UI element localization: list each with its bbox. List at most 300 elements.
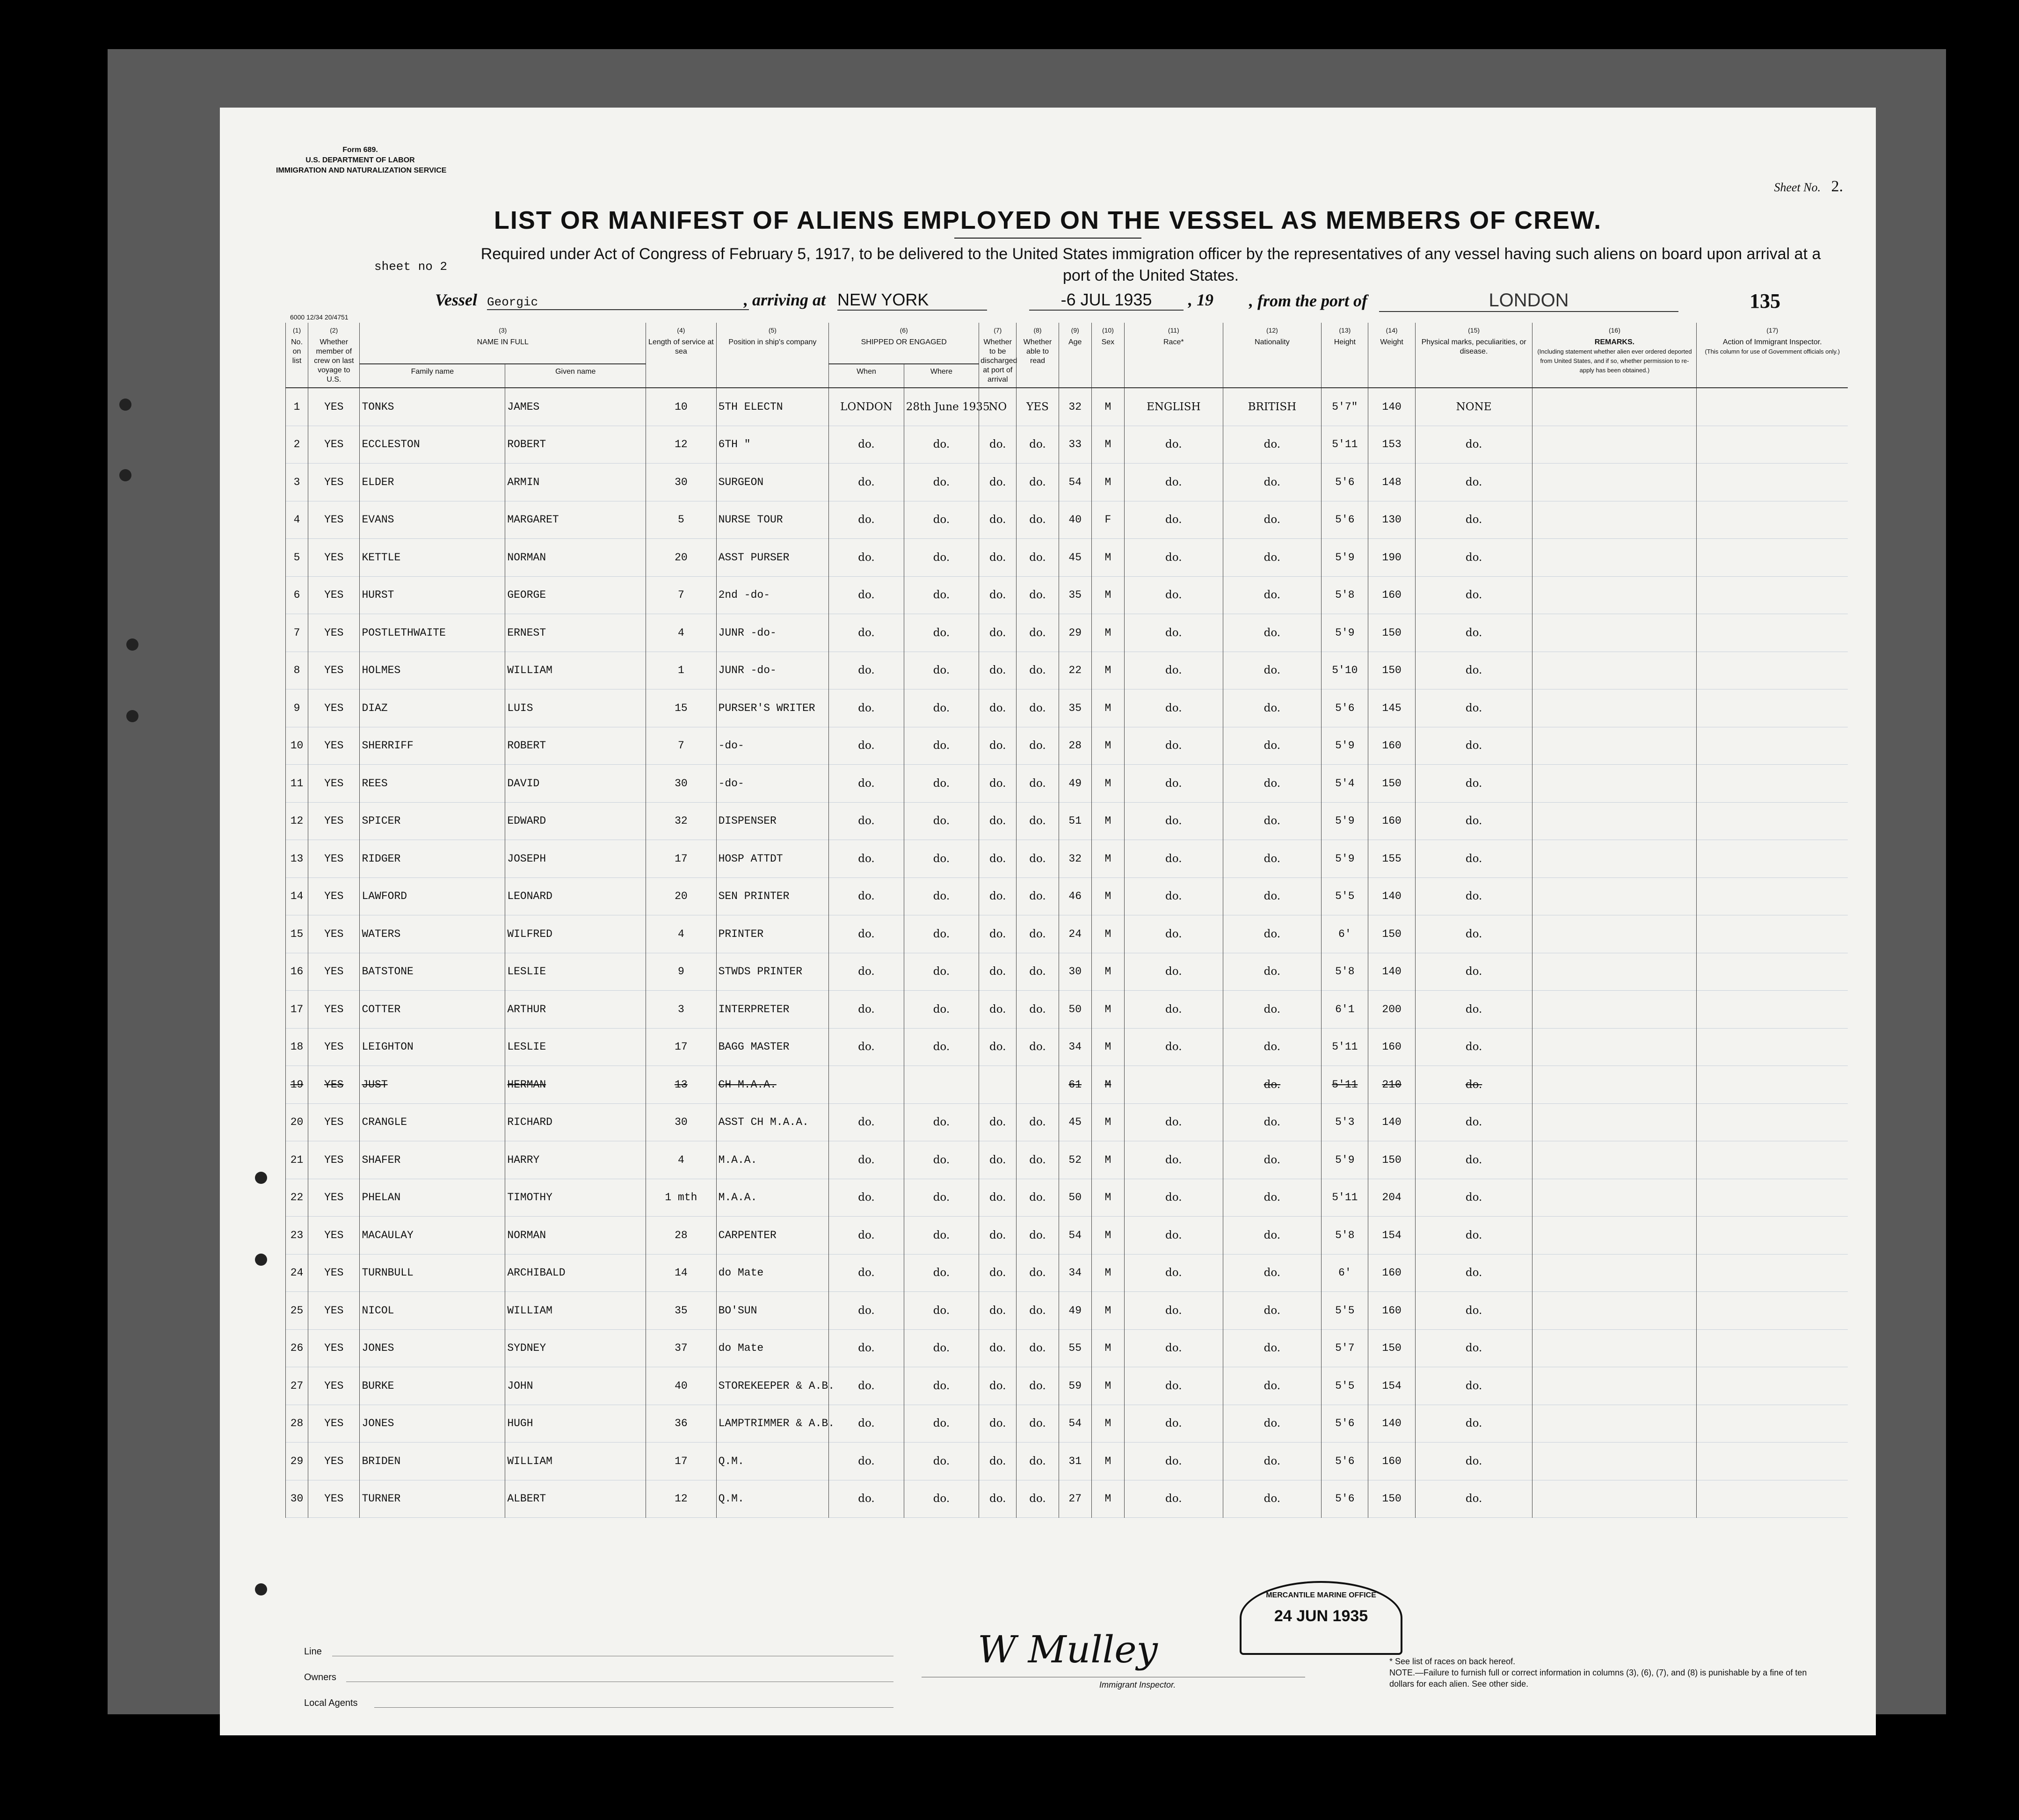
- cell-service: 36: [646, 1405, 716, 1443]
- cell-discharged: do.: [979, 727, 1017, 765]
- cell-no: 9: [286, 689, 308, 727]
- cell-read: do.: [1017, 915, 1059, 953]
- cell-no: 15: [286, 915, 308, 953]
- cell-shipped-where: do.: [904, 614, 979, 652]
- cell-marks: do.: [1415, 1028, 1532, 1066]
- cell-last-voyage: YES: [308, 539, 360, 577]
- cell-family: EVANS: [360, 501, 505, 539]
- cell-service: 28: [646, 1217, 716, 1254]
- cell-shipped-where: do.: [904, 877, 979, 915]
- cell-marks: do.: [1415, 840, 1532, 878]
- cell-shipped-where: do.: [904, 1405, 979, 1443]
- cell-no: 27: [286, 1367, 308, 1405]
- cell-no: 4: [286, 501, 308, 539]
- cell-given: ROBERT: [505, 727, 646, 765]
- cell-race: do.: [1125, 614, 1223, 652]
- binding-hole: [255, 1583, 267, 1595]
- cell-remarks: [1532, 1254, 1697, 1292]
- cell-discharged: do.: [979, 652, 1017, 689]
- cell-age: 54: [1059, 464, 1091, 501]
- cell-weight: 140: [1368, 1405, 1415, 1443]
- cell-age: 29: [1059, 614, 1091, 652]
- cell-family: REES: [360, 765, 505, 803]
- cell-family: PHELAN: [360, 1179, 505, 1217]
- cell-sex: M: [1091, 991, 1124, 1029]
- cell-no: 22: [286, 1179, 308, 1217]
- cell-shipped-where: do.: [904, 1141, 979, 1179]
- cell-read: do.: [1017, 614, 1059, 652]
- cell-marks: do.: [1415, 991, 1532, 1029]
- cell-service: 12: [646, 426, 716, 464]
- cell-inspector-action: [1697, 539, 1848, 577]
- cell-sex: M: [1091, 1217, 1124, 1254]
- table-row: [286, 1179, 1848, 1217]
- cell-given: JOHN: [505, 1367, 646, 1405]
- cell-inspector-action: [1697, 1179, 1848, 1217]
- stamp-office: MERCANTILE MARINE OFFICE: [1266, 1591, 1376, 1599]
- cell-weight: 150: [1368, 1141, 1415, 1179]
- cell-no: 8: [286, 652, 308, 689]
- cell-family: SHAFER: [360, 1141, 505, 1179]
- cell-no: 7: [286, 614, 308, 652]
- cell-marks: do.: [1415, 426, 1532, 464]
- cell-sex: M: [1091, 802, 1124, 840]
- cell-nationality: do.: [1223, 614, 1322, 652]
- cell-shipped-where: do.: [904, 652, 979, 689]
- cell-marks: do.: [1415, 501, 1532, 539]
- cell-inspector-action: [1697, 464, 1848, 501]
- cell-nationality: do.: [1223, 765, 1322, 803]
- table-row: [286, 765, 1848, 803]
- cell-last-voyage: YES: [308, 1405, 360, 1443]
- col-header-17: (17) Action of Immigrant Inspector. (This column for use of Government officials only.): [1697, 323, 1848, 388]
- table-row: [286, 1028, 1848, 1066]
- cell-shipped-where: do.: [904, 1179, 979, 1217]
- cell-read: do.: [1017, 1028, 1059, 1066]
- cell-nationality: do.: [1223, 1028, 1322, 1066]
- cell-family: CRANGLE: [360, 1103, 505, 1141]
- cell-discharged: do.: [979, 576, 1017, 614]
- cell-height: 5'11: [1322, 426, 1368, 464]
- col-subheader-when: When: [829, 364, 904, 388]
- cell-weight: 150: [1368, 915, 1415, 953]
- col-header-14: (14) Weight: [1368, 323, 1415, 388]
- cell-given: LUIS: [505, 689, 646, 727]
- form-number: Form 689.: [342, 146, 378, 154]
- cell-last-voyage: YES: [308, 991, 360, 1029]
- cell-age: 61: [1059, 1066, 1091, 1104]
- cell-age: 59: [1059, 1367, 1091, 1405]
- cell-discharged: [979, 1066, 1017, 1104]
- cell-read: [1017, 1066, 1059, 1104]
- cell-discharged: do.: [979, 1480, 1017, 1518]
- cell-no: 21: [286, 1141, 308, 1179]
- cell-height: 5'6: [1322, 501, 1368, 539]
- cell-read: do.: [1017, 652, 1059, 689]
- cell-last-voyage: YES: [308, 576, 360, 614]
- table-row: [286, 802, 1848, 840]
- cell-height: 5'5: [1322, 1292, 1368, 1330]
- cell-last-voyage: YES: [308, 1103, 360, 1141]
- cell-no: 29: [286, 1443, 308, 1480]
- cell-position: BO'SUN: [716, 1292, 829, 1330]
- cell-discharged: do.: [979, 1443, 1017, 1480]
- cell-marks: NONE: [1415, 388, 1532, 426]
- table-row: [286, 1480, 1848, 1518]
- cell-inspector-action: [1697, 689, 1848, 727]
- table-row: [286, 727, 1848, 765]
- cell-shipped-where: do.: [904, 840, 979, 878]
- cell-nationality: do.: [1223, 953, 1322, 991]
- cell-discharged: do.: [979, 1103, 1017, 1141]
- cell-position: do Mate: [716, 1329, 829, 1367]
- cell-nationality: do.: [1223, 991, 1322, 1029]
- table-row: [286, 576, 1848, 614]
- cell-height: 5'11: [1322, 1179, 1368, 1217]
- cell-shipped-when: do.: [829, 727, 904, 765]
- cell-service: 15: [646, 689, 716, 727]
- cell-service: 9: [646, 953, 716, 991]
- cell-discharged: NO: [979, 388, 1017, 426]
- cell-service: 17: [646, 1028, 716, 1066]
- cell-marks: do.: [1415, 1367, 1532, 1405]
- cell-remarks: [1532, 1066, 1697, 1104]
- cell-inspector-action: [1697, 576, 1848, 614]
- cell-read: YES: [1017, 388, 1059, 426]
- cell-position: PRINTER: [716, 915, 829, 953]
- cell-family: RIDGER: [360, 840, 505, 878]
- cell-shipped-where: do.: [904, 1028, 979, 1066]
- cell-shipped-where: do.: [904, 727, 979, 765]
- cell-read: do.: [1017, 802, 1059, 840]
- cell-last-voyage: YES: [308, 1292, 360, 1330]
- cell-sex: M: [1091, 576, 1124, 614]
- cell-height: 5'8: [1322, 1217, 1368, 1254]
- cell-position: SURGEON: [716, 464, 829, 501]
- cell-age: 31: [1059, 1443, 1091, 1480]
- cell-no: 1: [286, 388, 308, 426]
- cell-inspector-action: [1697, 727, 1848, 765]
- cell-service: 3: [646, 991, 716, 1029]
- cell-family: HURST: [360, 576, 505, 614]
- cell-race: [1125, 1066, 1223, 1104]
- cell-shipped-when: do.: [829, 1179, 904, 1217]
- cell-nationality: do.: [1223, 915, 1322, 953]
- cell-shipped-where: do.: [904, 464, 979, 501]
- cell-last-voyage: YES: [308, 464, 360, 501]
- cell-shipped-when: do.: [829, 652, 904, 689]
- cell-age: 27: [1059, 1480, 1091, 1518]
- cell-remarks: [1532, 953, 1697, 991]
- cell-service: 1: [646, 652, 716, 689]
- from-port: LONDON: [1379, 290, 1678, 312]
- cell-height: 5'6: [1322, 1480, 1368, 1518]
- cell-shipped-when: do.: [829, 576, 904, 614]
- cell-nationality: do.: [1223, 1179, 1322, 1217]
- cell-discharged: do.: [979, 1217, 1017, 1254]
- cell-weight: 160: [1368, 1028, 1415, 1066]
- col-header-9: (9) Age: [1059, 323, 1091, 388]
- cell-shipped-where: 28th June 1935: [904, 388, 979, 426]
- manifest-sheet: [220, 108, 1876, 1735]
- col-header-2: (2) Whether member of crew on last voyage to U.S.: [308, 323, 360, 388]
- cell-given: ALBERT: [505, 1480, 646, 1518]
- cell-read: do.: [1017, 1480, 1059, 1518]
- table-row: [286, 1292, 1848, 1330]
- cell-inspector-action: [1697, 1329, 1848, 1367]
- cell-last-voyage: YES: [308, 915, 360, 953]
- cell-inspector-action: [1697, 1141, 1848, 1179]
- cell-shipped-where: do.: [904, 1292, 979, 1330]
- cell-weight: 153: [1368, 426, 1415, 464]
- cell-weight: 140: [1368, 388, 1415, 426]
- cell-height: 5'5: [1322, 877, 1368, 915]
- cell-race: do.: [1125, 501, 1223, 539]
- cell-read: do.: [1017, 727, 1059, 765]
- cell-position: STWDS PRINTER: [716, 953, 829, 991]
- cell-sex: M: [1091, 765, 1124, 803]
- cell-weight: 150: [1368, 1480, 1415, 1518]
- cell-discharged: do.: [979, 1028, 1017, 1066]
- cell-service: 35: [646, 1292, 716, 1330]
- cell-weight: 160: [1368, 727, 1415, 765]
- cell-inspector-action: [1697, 652, 1848, 689]
- cell-family: ECCLESTON: [360, 426, 505, 464]
- cell-marks: do.: [1415, 1480, 1532, 1518]
- cell-age: 32: [1059, 388, 1091, 426]
- cell-age: 24: [1059, 915, 1091, 953]
- col-header-5: (5) Position in ship's company: [716, 323, 829, 388]
- cell-position: SEN PRINTER: [716, 877, 829, 915]
- arriving-line: [744, 290, 987, 311]
- cell-given: NORMAN: [505, 539, 646, 577]
- cell-discharged: do.: [979, 915, 1017, 953]
- cell-shipped-when: do.: [829, 765, 904, 803]
- cell-read: do.: [1017, 1367, 1059, 1405]
- cell-height: 5'4: [1322, 765, 1368, 803]
- cell-last-voyage: YES: [308, 1254, 360, 1292]
- cell-height: 5'10: [1322, 652, 1368, 689]
- cell-sex: M: [1091, 464, 1124, 501]
- cell-inspector-action: [1697, 426, 1848, 464]
- table-row: [286, 877, 1848, 915]
- stamp-date: 24 JUN 1935: [1274, 1607, 1368, 1625]
- cell-marks: do.: [1415, 1103, 1532, 1141]
- cell-shipped-when: do.: [829, 689, 904, 727]
- cell-read: do.: [1017, 1141, 1059, 1179]
- table-row: [286, 652, 1848, 689]
- cell-sex: M: [1091, 1443, 1124, 1480]
- cell-shipped-when: do.: [829, 614, 904, 652]
- cell-nationality: do.: [1223, 1066, 1322, 1104]
- cell-height: 5'9: [1322, 727, 1368, 765]
- cell-last-voyage: YES: [308, 765, 360, 803]
- cell-no: 6: [286, 576, 308, 614]
- col-header-6: (6) SHIPPED OR ENGAGED: [829, 323, 979, 364]
- cell-height: 5'11: [1322, 1028, 1368, 1066]
- cell-discharged: do.: [979, 877, 1017, 915]
- cell-weight: 150: [1368, 1329, 1415, 1367]
- mercantile-marine-stamp: [1240, 1581, 1402, 1655]
- cell-height: 6': [1322, 1254, 1368, 1292]
- cell-nationality: do.: [1223, 1141, 1322, 1179]
- cell-shipped-when: do.: [829, 840, 904, 878]
- table-row: [286, 1217, 1848, 1254]
- cell-weight: 154: [1368, 1367, 1415, 1405]
- cell-age: 32: [1059, 840, 1091, 878]
- cell-remarks: [1532, 576, 1697, 614]
- cell-sex: M: [1091, 426, 1124, 464]
- cell-discharged: do.: [979, 1141, 1017, 1179]
- cell-inspector-action: [1697, 877, 1848, 915]
- cell-family: MACAULAY: [360, 1217, 505, 1254]
- cell-sex: M: [1091, 953, 1124, 991]
- cell-last-voyage: YES: [308, 388, 360, 426]
- cell-marks: do.: [1415, 802, 1532, 840]
- col-header-8: (8) Whether able to read: [1017, 323, 1059, 388]
- cell-remarks: [1532, 1480, 1697, 1518]
- cell-marks: do.: [1415, 1292, 1532, 1330]
- cell-sex: M: [1091, 1405, 1124, 1443]
- cell-remarks: [1532, 539, 1697, 577]
- crew-manifest-table: [285, 323, 1848, 1518]
- cell-age: 54: [1059, 1405, 1091, 1443]
- from-line: [1249, 290, 1678, 312]
- cell-nationality: do.: [1223, 1405, 1322, 1443]
- cell-given: JOSEPH: [505, 840, 646, 878]
- cell-race: do.: [1125, 1329, 1223, 1367]
- owners-label: Owners: [304, 1672, 336, 1682]
- cell-discharged: do.: [979, 1329, 1017, 1367]
- cell-no: 20: [286, 1103, 308, 1141]
- cell-shipped-when: do.: [829, 1103, 904, 1141]
- cell-service: 4: [646, 915, 716, 953]
- cell-given: DAVID: [505, 765, 646, 803]
- cell-position: HOSP ATTDT: [716, 840, 829, 878]
- vessel-label: Vessel: [435, 290, 477, 309]
- cell-inspector-action: [1697, 388, 1848, 426]
- cell-weight: 204: [1368, 1179, 1415, 1217]
- cell-family: WATERS: [360, 915, 505, 953]
- col-header-1: (1) No. on list: [286, 323, 308, 388]
- col-subheader-given: Given name: [505, 364, 646, 388]
- col-subheader-family: Family name: [360, 364, 505, 388]
- cell-marks: do.: [1415, 614, 1532, 652]
- cell-marks: do.: [1415, 1329, 1532, 1367]
- cell-given: WILLIAM: [505, 652, 646, 689]
- cell-marks: do.: [1415, 765, 1532, 803]
- cell-no: 5: [286, 539, 308, 577]
- cell-remarks: [1532, 689, 1697, 727]
- cell-last-voyage: YES: [308, 689, 360, 727]
- cell-age: 46: [1059, 877, 1091, 915]
- cell-shipped-where: do.: [904, 689, 979, 727]
- cell-discharged: do.: [979, 991, 1017, 1029]
- cell-service: 20: [646, 539, 716, 577]
- table-row: [286, 840, 1848, 878]
- cell-age: 51: [1059, 802, 1091, 840]
- cell-no: 25: [286, 1292, 308, 1330]
- cell-discharged: do.: [979, 1179, 1017, 1217]
- cell-shipped-when: do.: [829, 539, 904, 577]
- cell-last-voyage: YES: [308, 1141, 360, 1179]
- cell-given: WILLIAM: [505, 1292, 646, 1330]
- cell-inspector-action: [1697, 1066, 1848, 1104]
- races-note: * See list of races on back hereof.: [1389, 1657, 1516, 1666]
- cell-age: 45: [1059, 539, 1091, 577]
- cell-inspector-action: [1697, 614, 1848, 652]
- cell-no: 3: [286, 464, 308, 501]
- cell-discharged: do.: [979, 840, 1017, 878]
- cell-given: GEORGE: [505, 576, 646, 614]
- cell-last-voyage: YES: [308, 1329, 360, 1367]
- cell-sex: M: [1091, 614, 1124, 652]
- cell-given: JAMES: [505, 388, 646, 426]
- penalty-note: NOTE.—Failure to furnish full or correct information in columns (3), (6), (7), and (8) is punishable by a fine of ten dollars for each alien. See other side.: [1389, 1668, 1807, 1689]
- cell-position: BAGG MASTER: [716, 1028, 829, 1066]
- binding-hole: [255, 1254, 267, 1266]
- col-header-16: (16) REMARKS. (Including statement whether alien ever ordered deported from United States, and if so, whether permission to re-apply has been obtained.): [1532, 323, 1697, 388]
- cell-no: 2: [286, 426, 308, 464]
- table-row: [286, 1103, 1848, 1141]
- page-subtitle: Required under Act of Congress of February 5, 1917, to be delivered to the United States immigration officer by the representatives of any vessel having such aliens on board upon arrival at a port of the United States.: [480, 245, 1821, 284]
- cell-read: do.: [1017, 1405, 1059, 1443]
- cell-service: 40: [646, 1367, 716, 1405]
- sheet-number-value: 2.: [1831, 178, 1843, 195]
- cell-sex: M: [1091, 727, 1124, 765]
- cell-shipped-where: do.: [904, 539, 979, 577]
- cell-age: 40: [1059, 501, 1091, 539]
- cell-family: BRIDEN: [360, 1443, 505, 1480]
- cell-family: TURNBULL: [360, 1254, 505, 1292]
- cell-inspector-action: [1697, 765, 1848, 803]
- cell-nationality: do.: [1223, 652, 1322, 689]
- cell-position: NURSE TOUR: [716, 501, 829, 539]
- cell-family: TONKS: [360, 388, 505, 426]
- cell-family: KETTLE: [360, 539, 505, 577]
- cell-height: 5'6: [1322, 689, 1368, 727]
- cell-remarks: [1532, 1329, 1697, 1367]
- cell-given: LEONARD: [505, 877, 646, 915]
- cell-nationality: do.: [1223, 1443, 1322, 1480]
- cell-position: PURSER'S WRITER: [716, 689, 829, 727]
- cell-sex: M: [1091, 388, 1124, 426]
- cell-position: CARPENTER: [716, 1217, 829, 1254]
- cell-no: 16: [286, 953, 308, 991]
- cell-remarks: [1532, 840, 1697, 878]
- cell-shipped-where: do.: [904, 765, 979, 803]
- cell-given: WILLIAM: [505, 1443, 646, 1480]
- cell-position: -do-: [716, 727, 829, 765]
- cell-last-voyage: YES: [308, 802, 360, 840]
- cell-shipped-where: do.: [904, 576, 979, 614]
- cell-weight: 140: [1368, 953, 1415, 991]
- cell-discharged: do.: [979, 1367, 1017, 1405]
- cell-marks: do.: [1415, 915, 1532, 953]
- cell-discharged: do.: [979, 802, 1017, 840]
- cell-height: 5'9: [1322, 614, 1368, 652]
- cell-marks: do.: [1415, 689, 1532, 727]
- cell-inspector-action: [1697, 840, 1848, 878]
- cell-shipped-when: do.: [829, 1443, 904, 1480]
- cell-given: SYDNEY: [505, 1329, 646, 1367]
- cell-inspector-action: [1697, 501, 1848, 539]
- cell-given: ARTHUR: [505, 991, 646, 1029]
- cell-position: 5TH ELECTN: [716, 388, 829, 426]
- col-header-7: (7) Whether to be discharged at port of arrival: [979, 323, 1017, 388]
- cell-height: 5'8: [1322, 953, 1368, 991]
- table-row: [286, 1254, 1848, 1292]
